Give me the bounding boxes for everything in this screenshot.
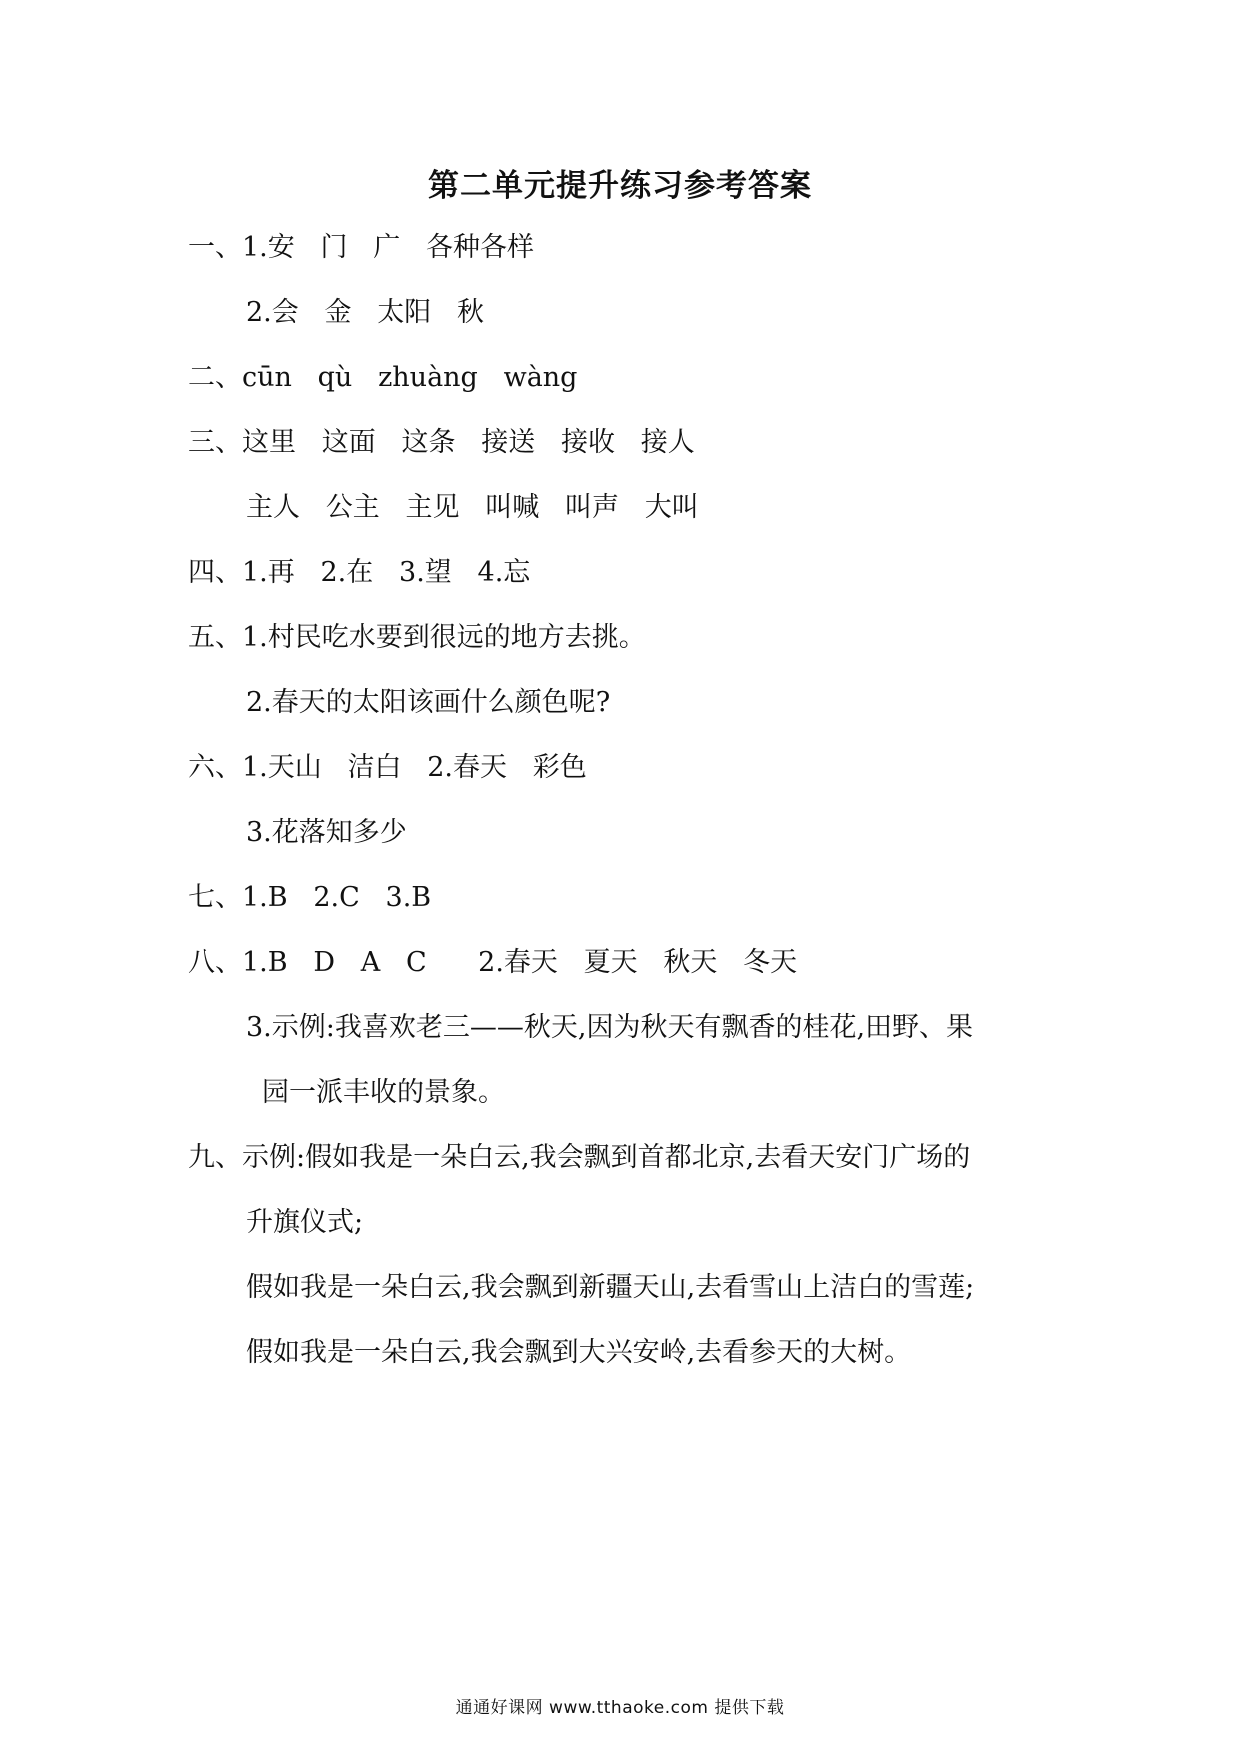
answer-7-line-1: 七、1.B 2.C 3.B [188, 882, 432, 913]
answer-1-line-1: 一、1.安 门 广 各种各样 [188, 232, 535, 263]
answer-1-line-2: 2.会 金 太阳 秋 [246, 297, 485, 328]
answer-8-line-2: 3.示例:我喜欢老三——秋天,因为秋天有飘香的桂花,田野、果 [246, 1012, 974, 1043]
answer-3-line-2: 主人 公主 主见 叫喊 叫声 大叫 [246, 492, 699, 523]
answer-9-line-1: 九、示例:假如我是一朵白云,我会飘到首都北京,去看天安门广场的 [188, 1142, 971, 1173]
answer-6-line-2: 3.花落知多少 [246, 817, 407, 848]
answer-6-line-1: 六、1.天山 洁白 2.春天 彩色 [188, 752, 587, 783]
answer-2-line-1: 二、cūn qù zhuàng wàng [188, 362, 578, 393]
answer-3-line-1: 三、这里 这面 这条 接送 接收 接人 [188, 427, 695, 458]
answer-5-line-1: 五、1.村民吃水要到很远的地方去挑。 [188, 622, 646, 653]
answer-9-line-3: 假如我是一朵白云,我会飘到新疆天山,去看雪山上洁白的雪莲; [246, 1272, 975, 1303]
answer-4-line-1: 四、1.再 2.在 3.望 4.忘 [188, 557, 531, 588]
answer-8-line-1: 八、1.B D A C 2.春天 夏天 秋天 冬天 [188, 947, 798, 978]
page-footer: 通通好课网 www.tthaoke.com 提供下载 [455, 1698, 785, 1718]
answer-8-line-3: 园一派丰收的景象。 [262, 1077, 505, 1108]
page-title: 第二单元提升练习参考答案 [428, 168, 812, 204]
answer-5-line-2: 2.春天的太阳该画什么颜色呢? [246, 687, 611, 718]
answer-9-line-2: 升旗仪式; [246, 1207, 364, 1238]
answer-9-line-4: 假如我是一朵白云,我会飘到大兴安岭,去看参天的大树。 [246, 1337, 912, 1368]
